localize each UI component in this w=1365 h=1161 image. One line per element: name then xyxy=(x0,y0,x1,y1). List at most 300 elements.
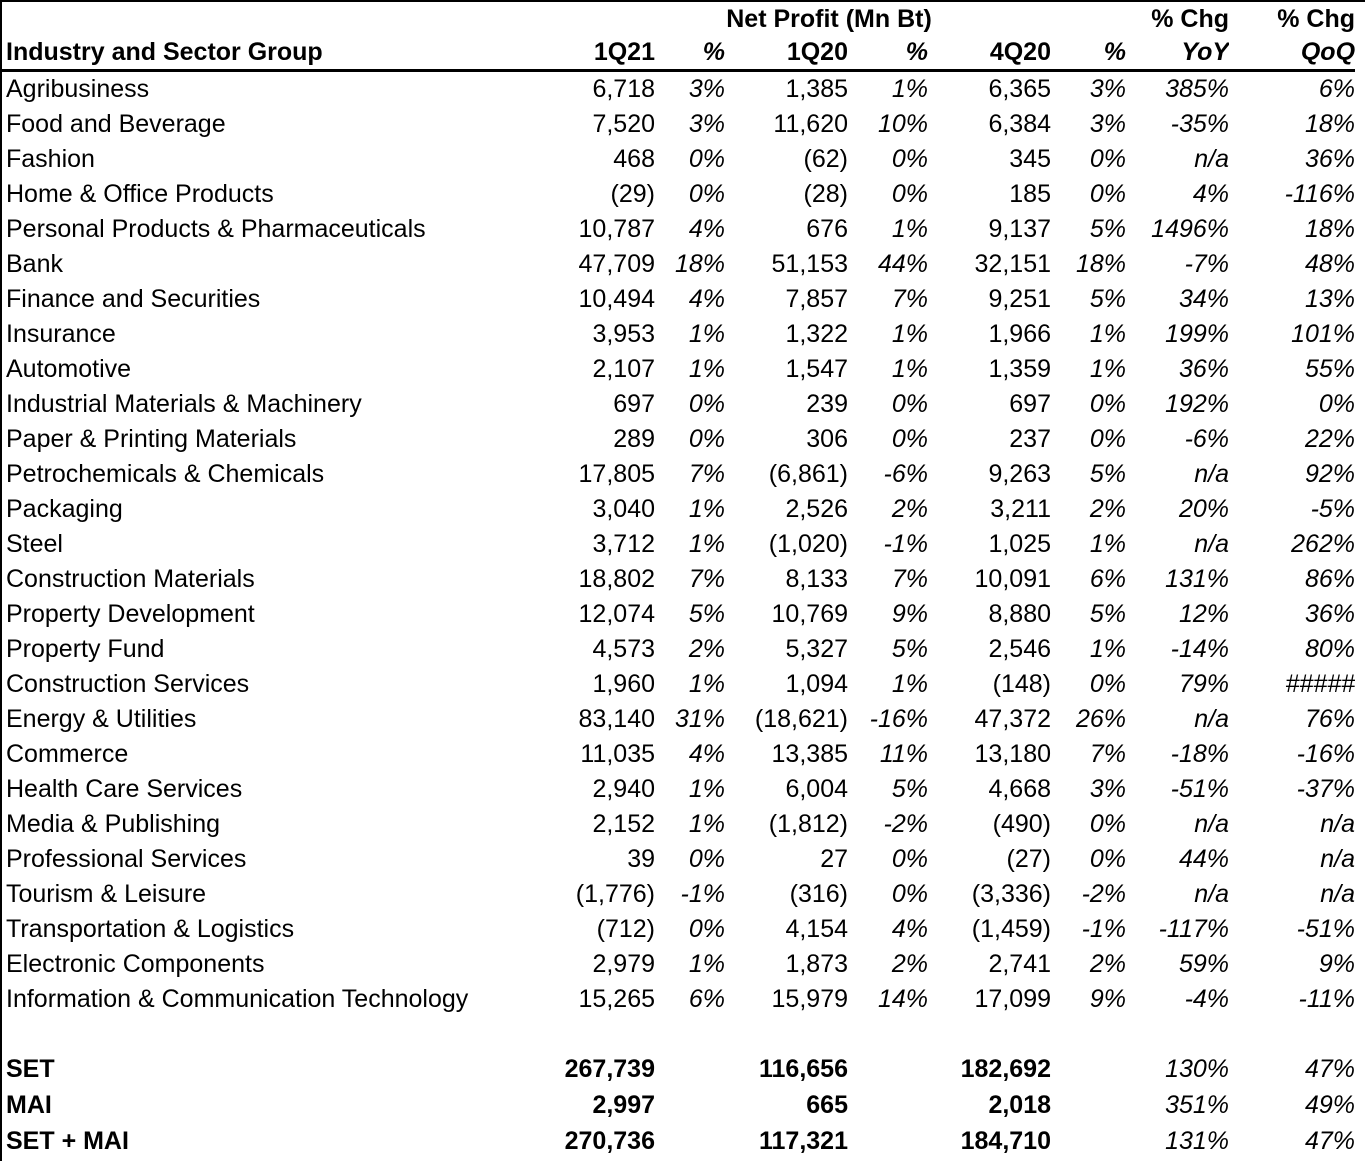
cell-value: 7% xyxy=(891,285,928,313)
table-row xyxy=(2,282,1355,317)
cell-value: 44% xyxy=(877,250,928,278)
cell-value: 1% xyxy=(688,530,725,558)
cell-value: 2,979 xyxy=(592,950,655,978)
table-row xyxy=(2,177,1355,212)
cell-value: 7% xyxy=(891,565,928,593)
cell-value: 22% xyxy=(1304,425,1356,453)
cell-sector-name: Construction Services xyxy=(6,670,250,698)
cell-value: -6% xyxy=(1184,425,1230,453)
cell-value: -1% xyxy=(1081,915,1127,943)
cell-value: 0% xyxy=(688,145,725,173)
cell-value: 5% xyxy=(1089,215,1127,243)
cell-value: 665 xyxy=(806,1090,848,1119)
cell-value: 0% xyxy=(1089,180,1127,208)
cell-value: 2% xyxy=(891,495,928,523)
cell-value: 345 xyxy=(1009,145,1051,173)
cell-value: 11,035 xyxy=(580,740,655,768)
table-row xyxy=(2,597,1355,632)
cell-value: -1% xyxy=(883,530,928,558)
cell-value: 7,520 xyxy=(592,110,655,138)
cell-value: 0% xyxy=(891,180,928,208)
cell-value: 18,802 xyxy=(578,565,655,593)
cell-value: 1,322 xyxy=(785,320,848,348)
cell-value: 79% xyxy=(1178,670,1230,698)
cell-sector-name: SET + MAI xyxy=(6,1126,129,1155)
cell-value: 1% xyxy=(688,950,725,978)
cell-value: 9,251 xyxy=(988,285,1051,313)
pct-chg-yoy-header: % Chg xyxy=(1151,4,1230,33)
cell-value: 4% xyxy=(688,285,725,313)
cell-value: 47,709 xyxy=(578,250,655,278)
table-row xyxy=(2,317,1355,352)
cell-value: 3% xyxy=(1089,75,1127,103)
table-row xyxy=(2,422,1355,457)
cell-value: 262% xyxy=(1291,530,1356,558)
cell-value: 3,953 xyxy=(592,320,655,348)
cell-value: 1% xyxy=(688,775,725,803)
cell-value: 3,712 xyxy=(592,530,655,558)
cell-value: 2,107 xyxy=(592,355,655,383)
cell-value: 2,018 xyxy=(988,1090,1051,1119)
cell-value: 10,494 xyxy=(578,285,655,313)
cell-value: 51,153 xyxy=(771,250,848,278)
cell-value: 1,094 xyxy=(785,670,848,698)
cell-value: 351% xyxy=(1165,1090,1230,1119)
cell-value: 267,739 xyxy=(564,1054,655,1083)
cell-value: 0% xyxy=(891,845,928,873)
table-row xyxy=(2,702,1355,737)
cell-value: 83,140 xyxy=(578,705,655,733)
cell-value: 199% xyxy=(1165,320,1230,348)
cell-value: (712) xyxy=(596,915,655,943)
cell-value: -51% xyxy=(1170,775,1230,803)
cell-value: -37% xyxy=(1296,775,1356,803)
cell-value: 182,692 xyxy=(960,1054,1051,1083)
cell-value: 0% xyxy=(688,845,725,873)
cell-value: 3% xyxy=(688,110,725,138)
cell-value: 18% xyxy=(1075,250,1127,278)
cell-value: 10,787 xyxy=(578,215,655,243)
cell-value: 239 xyxy=(806,390,848,418)
table-row xyxy=(2,877,1355,912)
cell-sector-name: Industrial Materials & Machinery xyxy=(6,390,362,418)
cell-value: 48% xyxy=(1304,250,1356,278)
cell-value: (316) xyxy=(789,880,848,908)
cell-sector-name: Automotive xyxy=(6,355,132,383)
table-row xyxy=(2,457,1355,492)
table-row xyxy=(2,562,1355,597)
cell-value: 80% xyxy=(1304,635,1356,663)
table-body xyxy=(2,71,1355,1018)
cell-value: -4% xyxy=(1184,985,1230,1013)
cell-value: 3,040 xyxy=(592,495,655,523)
cell-value: 385% xyxy=(1165,75,1230,103)
cell-value: 18% xyxy=(1304,110,1356,138)
cell-value: 0% xyxy=(688,180,725,208)
cell-value: 1% xyxy=(688,355,725,383)
cell-value: 7% xyxy=(1089,740,1127,768)
cell-value: 10,769 xyxy=(771,600,848,628)
cell-value: (6,861) xyxy=(768,460,848,488)
cell-value: (18,621) xyxy=(754,705,848,733)
cell-sector-name: Information & Communication Technology xyxy=(6,985,469,1013)
cell-sector-name: Insurance xyxy=(6,320,116,348)
cell-value: 44% xyxy=(1178,845,1230,873)
cell-value: 18% xyxy=(1304,215,1356,243)
cell-value: 131% xyxy=(1165,565,1230,593)
net-profit-title: Net Profit (Mn Bt) xyxy=(726,4,932,33)
cell-value: 2% xyxy=(688,635,725,663)
cell-value: 55% xyxy=(1304,355,1356,383)
cell-value: 5% xyxy=(688,600,725,628)
cell-value: -14% xyxy=(1170,635,1230,663)
cell-value: 7,857 xyxy=(785,285,848,313)
cell-value: ##### xyxy=(1285,670,1356,698)
cell-value: 1,359 xyxy=(988,355,1051,383)
net-profit-table xyxy=(2,2,1355,1159)
spacer-body xyxy=(2,1017,1355,1051)
cell-sector-name: Finance and Securities xyxy=(6,285,261,313)
cell-value: 0% xyxy=(1089,810,1127,838)
cell-value: 18% xyxy=(674,250,725,278)
table-row xyxy=(2,492,1355,527)
cell-value: 1% xyxy=(1089,530,1127,558)
cell-value: n/a xyxy=(1194,145,1230,173)
cell-sector-name: Property Fund xyxy=(6,635,165,663)
cell-value: 15,265 xyxy=(578,985,655,1013)
cell-value: n/a xyxy=(1194,530,1230,558)
cell-sector-name: Steel xyxy=(6,530,63,558)
cell-value: (1,812) xyxy=(768,810,848,838)
table-row xyxy=(2,352,1355,387)
cell-value: 697 xyxy=(613,390,655,418)
cell-value: 13% xyxy=(1304,285,1356,313)
table-row xyxy=(2,387,1355,422)
cell-value: 9% xyxy=(891,600,928,628)
cell-value: 1% xyxy=(688,810,725,838)
cell-value: 11% xyxy=(879,740,928,768)
cell-sector-name: Transportation & Logistics xyxy=(6,915,295,943)
cell-value: 59% xyxy=(1178,950,1230,978)
cell-value: 237 xyxy=(1009,425,1051,453)
cell-value: 3% xyxy=(1089,775,1127,803)
cell-value: 5,327 xyxy=(785,635,848,663)
cell-value: 36% xyxy=(1304,600,1356,628)
cell-value: 0% xyxy=(1089,145,1127,173)
cell-value: (148) xyxy=(992,670,1051,698)
cell-value: 306 xyxy=(806,425,848,453)
cell-value: 1% xyxy=(891,320,928,348)
table-row xyxy=(2,212,1355,247)
header-spacer xyxy=(2,2,532,36)
column-header-1q20: 1Q20 xyxy=(725,36,848,71)
table-row xyxy=(2,772,1355,807)
cell-value: n/a xyxy=(1320,880,1356,908)
cell-value: 1,960 xyxy=(592,670,655,698)
cell-value: n/a xyxy=(1194,705,1230,733)
cell-value: 4% xyxy=(688,215,725,243)
summary-row xyxy=(2,1123,1355,1159)
cell-value: 27 xyxy=(820,845,848,873)
cell-sector-name: Packaging xyxy=(6,495,123,523)
cell-value: 4,668 xyxy=(988,775,1051,803)
cell-value: 2% xyxy=(891,950,928,978)
cell-value: 0% xyxy=(1318,390,1356,418)
cell-value: 4% xyxy=(688,740,725,768)
cell-value: 0% xyxy=(891,880,928,908)
cell-value: 3,211 xyxy=(990,495,1051,523)
cell-value: 4% xyxy=(891,915,928,943)
column-header-qoq: QoQ xyxy=(1229,36,1355,71)
cell-value: 4,154 xyxy=(785,915,848,943)
cell-sector-name: Property Development xyxy=(6,600,255,628)
table-row xyxy=(2,807,1355,842)
cell-value: 12,074 xyxy=(578,600,655,628)
cell-value: (1,020) xyxy=(768,530,848,558)
spacer-row xyxy=(2,1017,1355,1051)
cell-sector-name: MAI xyxy=(6,1090,52,1119)
cell-value: -18% xyxy=(1170,740,1230,768)
cell-value: 31% xyxy=(674,705,725,733)
cell-value: 2,526 xyxy=(785,495,848,523)
cell-value: 0% xyxy=(891,145,928,173)
cell-sector-name: Personal Products & Pharmaceuticals xyxy=(6,215,426,243)
cell-value: 9,137 xyxy=(988,215,1051,243)
cell-value xyxy=(848,1123,928,1159)
cell-value: 697 xyxy=(1009,390,1051,418)
cell-sector-name: Energy & Utilities xyxy=(6,705,197,733)
cell-value: 0% xyxy=(1089,425,1127,453)
cell-value xyxy=(1051,1051,1126,1087)
cell-value: 36% xyxy=(1304,145,1356,173)
cell-value: 7% xyxy=(688,460,725,488)
cell-value: 1% xyxy=(891,670,928,698)
summary-row xyxy=(2,1087,1355,1123)
cell-value: 1% xyxy=(891,355,928,383)
cell-value: 47% xyxy=(1304,1126,1356,1155)
cell-sector-name: Agribusiness xyxy=(6,75,150,103)
cell-value: (27) xyxy=(1006,845,1051,873)
column-header-1q21: 1Q21 xyxy=(532,36,655,71)
cell-sector-name: SET xyxy=(6,1054,55,1083)
cell-value: 49% xyxy=(1304,1090,1356,1119)
cell-value: (1,776) xyxy=(575,880,655,908)
cell-sector-name: Bank xyxy=(6,250,63,278)
cell-value: 0% xyxy=(688,390,725,418)
cell-value: 1,966 xyxy=(988,320,1051,348)
cell-value: -5% xyxy=(1310,495,1356,523)
cell-value: 7% xyxy=(688,565,725,593)
cell-value: 6% xyxy=(1318,75,1356,103)
cell-value: 676 xyxy=(806,215,848,243)
cell-sector-name: Construction Materials xyxy=(6,565,255,593)
cell-value: 5% xyxy=(1089,600,1127,628)
cell-value: 9% xyxy=(1089,985,1127,1013)
table-row xyxy=(2,527,1355,562)
cell-value xyxy=(655,1087,725,1123)
table-row xyxy=(2,947,1355,982)
cell-value: 1,873 xyxy=(785,950,848,978)
cell-value: 1% xyxy=(1089,355,1127,383)
cell-value: n/a xyxy=(1320,810,1356,838)
cell-value: 15,979 xyxy=(771,985,848,1013)
cell-value: 36% xyxy=(1178,355,1230,383)
cell-value: 468 xyxy=(613,145,655,173)
cell-value: 11,620 xyxy=(773,110,848,138)
cell-value: 32,151 xyxy=(974,250,1051,278)
cell-value: (490) xyxy=(992,810,1051,838)
column-header-4q20: 4Q20 xyxy=(928,36,1051,71)
cell-value: -6% xyxy=(883,460,928,488)
column-header-pct-2: % xyxy=(848,36,928,71)
cell-value: 17,805 xyxy=(578,460,655,488)
cell-value: -1% xyxy=(680,880,725,908)
cell-sector-name: Fashion xyxy=(6,145,95,173)
cell-value: 1% xyxy=(1089,320,1127,348)
cell-value xyxy=(848,1051,928,1087)
cell-value: -7% xyxy=(1184,250,1230,278)
cell-value: 6% xyxy=(688,985,725,1013)
cell-value: n/a xyxy=(1194,810,1230,838)
cell-value: 0% xyxy=(688,915,725,943)
cell-value: 4,573 xyxy=(592,635,655,663)
cell-sector-name: Electronic Components xyxy=(6,950,265,978)
cell-value: 184,710 xyxy=(960,1126,1051,1155)
summary-row xyxy=(2,1051,1355,1087)
cell-sector-name: Commerce xyxy=(6,740,129,768)
column-header-pct-1: % xyxy=(655,36,725,71)
cell-value: 1% xyxy=(891,215,928,243)
cell-value xyxy=(655,1051,725,1087)
cell-value: 117,321 xyxy=(759,1126,848,1155)
cell-value: 1% xyxy=(688,320,725,348)
column-header-group: Industry and Sector Group xyxy=(2,36,532,71)
cell-value: -16% xyxy=(1296,740,1356,768)
cell-value: 2% xyxy=(1089,950,1127,978)
table-row xyxy=(2,982,1355,1017)
cell-value: 192% xyxy=(1165,390,1230,418)
cell-value: 2,940 xyxy=(592,775,655,803)
cell-value: 3% xyxy=(1089,110,1127,138)
cell-value: -116% xyxy=(1284,180,1356,208)
cell-value: 5% xyxy=(891,635,928,663)
table-row xyxy=(2,842,1355,877)
cell-value: 0% xyxy=(688,425,725,453)
cell-value: 131% xyxy=(1165,1126,1230,1155)
cell-value: 13,180 xyxy=(974,740,1051,768)
cell-value xyxy=(655,1123,725,1159)
cell-value: 13,385 xyxy=(771,740,848,768)
cell-value: (1,459) xyxy=(971,915,1051,943)
header-row-columns xyxy=(2,36,1355,71)
table-row xyxy=(2,667,1355,702)
cell-value: (3,336) xyxy=(971,880,1051,908)
cell-value: 9,263 xyxy=(988,460,1051,488)
cell-value: n/a xyxy=(1194,880,1230,908)
cell-value xyxy=(1051,1123,1126,1159)
table-row xyxy=(2,107,1355,142)
cell-value: -11% xyxy=(1298,985,1356,1013)
cell-value: 2,741 xyxy=(988,950,1051,978)
cell-value: 76% xyxy=(1304,705,1356,733)
cell-value: 2,152 xyxy=(592,810,655,838)
cell-value: 2,997 xyxy=(592,1090,655,1119)
cell-sector-name: Paper & Printing Materials xyxy=(6,425,297,453)
cell-sector-name: Media & Publishing xyxy=(6,810,221,838)
cell-value xyxy=(1051,1087,1126,1123)
cell-value: n/a xyxy=(1320,845,1356,873)
cell-value: 1496% xyxy=(1151,215,1230,243)
cell-value: -35% xyxy=(1170,110,1230,138)
table-row xyxy=(2,247,1355,282)
cell-value: 1% xyxy=(688,670,725,698)
cell-value: 289 xyxy=(613,425,655,453)
cell-value: 5% xyxy=(1089,460,1127,488)
cell-value: 10,091 xyxy=(974,565,1051,593)
cell-value: 0% xyxy=(891,390,928,418)
cell-value: 20% xyxy=(1178,495,1230,523)
cell-value: 17,099 xyxy=(974,985,1051,1013)
cell-sector-name: Petrochemicals & Chemicals xyxy=(6,460,325,488)
cell-value: 12% xyxy=(1178,600,1230,628)
column-header-pct-3: % xyxy=(1051,36,1126,71)
cell-value: 185 xyxy=(1009,180,1051,208)
table-row xyxy=(2,912,1355,947)
summary-body xyxy=(2,1051,1355,1159)
cell-value: 39 xyxy=(627,845,655,873)
cell-value: 8,880 xyxy=(988,600,1051,628)
cell-value: -16% xyxy=(869,705,928,733)
pct-chg-qoq-header: % Chg xyxy=(1277,4,1356,33)
table-row xyxy=(2,632,1355,667)
cell-value: 6% xyxy=(1089,565,1127,593)
cell-value: (62) xyxy=(803,145,848,173)
cell-value: 14% xyxy=(877,985,928,1013)
cell-value: 34% xyxy=(1178,285,1230,313)
cell-value: 47% xyxy=(1304,1054,1356,1083)
cell-sector-name: Food and Beverage xyxy=(6,110,226,138)
cell-value: 0% xyxy=(1089,670,1127,698)
cell-value: 1,547 xyxy=(785,355,848,383)
cell-value: 101% xyxy=(1291,320,1356,348)
cell-value: 2% xyxy=(1089,495,1127,523)
cell-value: 270,736 xyxy=(564,1126,655,1155)
cell-value: 3% xyxy=(688,75,725,103)
cell-value: 86% xyxy=(1304,565,1356,593)
cell-value: 92% xyxy=(1304,460,1356,488)
spacer-cell xyxy=(2,1017,1355,1051)
cell-value: 8,133 xyxy=(785,565,848,593)
cell-value: 1% xyxy=(688,495,725,523)
cell-value: 6,004 xyxy=(785,775,848,803)
cell-sector-name: Professional Services xyxy=(6,845,247,873)
cell-value: 1% xyxy=(891,75,928,103)
cell-value: 5% xyxy=(1089,285,1127,313)
cell-sector-name: Home & Office Products xyxy=(6,180,274,208)
cell-value: -117% xyxy=(1158,915,1230,943)
cell-value: 26% xyxy=(1075,705,1127,733)
cell-sector-name: Health Care Services xyxy=(6,775,243,803)
cell-value: 1,025 xyxy=(988,530,1051,558)
cell-value: 5% xyxy=(891,775,928,803)
cell-value: 1,385 xyxy=(785,75,848,103)
cell-value: 10% xyxy=(877,110,928,138)
cell-value: -51% xyxy=(1296,915,1356,943)
cell-value: (29) xyxy=(610,180,655,208)
cell-value: 0% xyxy=(1089,390,1127,418)
cell-value: (28) xyxy=(803,180,848,208)
table-header xyxy=(2,2,1355,71)
